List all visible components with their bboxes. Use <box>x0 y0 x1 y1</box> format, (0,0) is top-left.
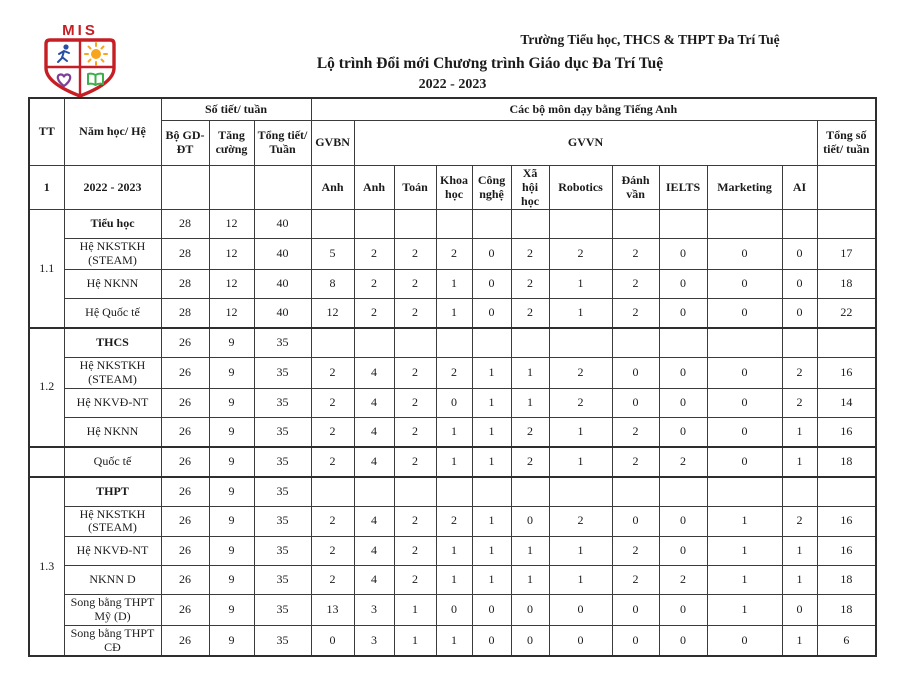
value-cell: 2 <box>612 298 659 328</box>
row-label: Hệ NKNN <box>64 269 161 298</box>
row-label: Hệ NKSTKH (STEAM) <box>64 506 161 537</box>
empty-cell <box>209 166 254 210</box>
value-cell: 2 <box>311 537 354 566</box>
value-cell: 16 <box>817 506 876 537</box>
table-row <box>29 239 876 270</box>
value-cell: 1 <box>472 506 511 537</box>
value-cell: 5 <box>311 239 354 270</box>
table-row <box>29 357 876 388</box>
value-cell: 0 <box>659 239 707 270</box>
value-cell: 2 <box>549 239 612 270</box>
value-cell: 1 <box>707 566 782 595</box>
row-label: THCS <box>64 328 161 358</box>
value-cell: 2 <box>436 506 472 537</box>
value-cell: 0 <box>659 625 707 656</box>
value-cell: 2 <box>311 506 354 537</box>
value-cell <box>782 210 817 239</box>
table-row <box>29 328 876 358</box>
subject-anh: Anh <box>354 166 394 210</box>
section-tt <box>29 447 64 477</box>
value-cell: 9 <box>209 566 254 595</box>
value-cell: 4 <box>354 417 394 447</box>
value-cell: 9 <box>209 417 254 447</box>
value-cell: 0 <box>549 625 612 656</box>
value-cell: 0 <box>472 625 511 656</box>
value-cell: 1 <box>472 388 511 417</box>
value-cell: 2 <box>782 357 817 388</box>
value-cell <box>782 477 817 507</box>
value-cell: 16 <box>817 537 876 566</box>
value-cell <box>782 328 817 358</box>
value-cell: 2 <box>394 566 436 595</box>
subject-xa-hoi-hoc: Xã hội học <box>511 166 549 210</box>
value-cell: 28 <box>161 210 209 239</box>
value-cell <box>436 210 472 239</box>
value-cell: 2 <box>311 417 354 447</box>
value-cell: 2 <box>549 357 612 388</box>
value-cell <box>612 477 659 507</box>
value-cell: 0 <box>782 239 817 270</box>
value-cell: 35 <box>254 357 311 388</box>
curriculum-table <box>28 97 877 657</box>
value-cell: 26 <box>161 357 209 388</box>
value-cell: 1 <box>782 417 817 447</box>
value-cell: 1 <box>472 417 511 447</box>
value-cell: 2 <box>659 447 707 477</box>
value-cell: 4 <box>354 506 394 537</box>
value-cell: 26 <box>161 477 209 507</box>
logo-mis-text: MIS <box>62 22 98 39</box>
value-cell: 2 <box>394 269 436 298</box>
value-cell: 2 <box>394 447 436 477</box>
value-cell: 14 <box>817 388 876 417</box>
value-cell: 26 <box>161 417 209 447</box>
value-cell: 9 <box>209 357 254 388</box>
value-cell: 1 <box>707 506 782 537</box>
value-cell: 9 <box>209 595 254 626</box>
value-cell: 0 <box>511 625 549 656</box>
value-cell: 16 <box>817 357 876 388</box>
value-cell: 2 <box>436 357 472 388</box>
value-cell: 6 <box>817 625 876 656</box>
value-cell: 0 <box>659 269 707 298</box>
table-row <box>29 595 876 626</box>
value-cell: 35 <box>254 566 311 595</box>
value-cell: 0 <box>659 357 707 388</box>
section-tt: 1.1 <box>29 210 64 328</box>
value-cell <box>817 328 876 358</box>
value-cell <box>817 477 876 507</box>
empty-cell <box>254 166 311 210</box>
value-cell: 0 <box>707 298 782 328</box>
value-cell <box>354 328 394 358</box>
value-cell: 9 <box>209 506 254 537</box>
header-row-3 <box>29 166 876 210</box>
value-cell: 0 <box>659 537 707 566</box>
value-cell <box>472 477 511 507</box>
value-cell: 2 <box>549 388 612 417</box>
subject-danh-van: Đánh vần <box>612 166 659 210</box>
value-cell: 0 <box>436 388 472 417</box>
value-cell: 9 <box>209 447 254 477</box>
value-cell: 1 <box>549 269 612 298</box>
table-row <box>29 210 876 239</box>
value-cell <box>311 477 354 507</box>
value-cell: 2 <box>354 269 394 298</box>
value-cell <box>659 210 707 239</box>
value-cell: 35 <box>254 595 311 626</box>
value-cell: 2 <box>394 357 436 388</box>
value-cell: 2 <box>354 298 394 328</box>
value-cell: 0 <box>511 506 549 537</box>
value-cell: 0 <box>659 506 707 537</box>
value-cell: 0 <box>782 298 817 328</box>
value-cell <box>311 210 354 239</box>
value-cell: 1 <box>436 298 472 328</box>
value-cell: 2 <box>659 566 707 595</box>
value-cell: 0 <box>612 625 659 656</box>
value-cell: 1 <box>472 537 511 566</box>
value-cell: 26 <box>161 447 209 477</box>
value-cell: 2 <box>612 269 659 298</box>
row-label: Hệ NKVĐ-NT <box>64 537 161 566</box>
value-cell <box>612 328 659 358</box>
value-cell: 2 <box>436 239 472 270</box>
value-cell: 2 <box>782 388 817 417</box>
value-cell: 0 <box>707 625 782 656</box>
value-cell: 1 <box>549 447 612 477</box>
value-cell: 2 <box>511 298 549 328</box>
header-nam-hoc: Năm học/ Hệ <box>64 98 161 166</box>
table-row <box>29 537 876 566</box>
value-cell: 1 <box>782 566 817 595</box>
value-cell: 1 <box>511 388 549 417</box>
value-cell <box>549 210 612 239</box>
value-cell: 26 <box>161 625 209 656</box>
subject-marketing: Marketing <box>707 166 782 210</box>
subject-khoa-hoc: Khoa học <box>436 166 472 210</box>
value-cell: 35 <box>254 388 311 417</box>
value-cell: 1 <box>394 595 436 626</box>
table-row <box>29 417 876 447</box>
row-label: Hệ NKSTKH (STEAM) <box>64 357 161 388</box>
value-cell: 0 <box>707 357 782 388</box>
row-label: Hệ NKNN <box>64 417 161 447</box>
value-cell: 1 <box>549 298 612 328</box>
value-cell: 0 <box>311 625 354 656</box>
value-cell: 8 <box>311 269 354 298</box>
table-row <box>29 269 876 298</box>
value-cell: 35 <box>254 477 311 507</box>
table-row <box>29 506 876 537</box>
table-row <box>29 566 876 595</box>
section-tt: 1.2 <box>29 328 64 447</box>
value-cell <box>436 477 472 507</box>
value-cell: 1 <box>436 447 472 477</box>
value-cell: 12 <box>209 239 254 270</box>
value-cell: 0 <box>659 388 707 417</box>
value-cell: 2 <box>612 447 659 477</box>
value-cell: 2 <box>549 506 612 537</box>
value-cell: 1 <box>436 625 472 656</box>
value-cell: 2 <box>612 417 659 447</box>
value-cell: 40 <box>254 210 311 239</box>
value-cell: 28 <box>161 239 209 270</box>
school-name: Trường Tiểu học, THCS & THPT Đa Trí Tuệ <box>520 32 780 47</box>
value-cell: 18 <box>817 595 876 626</box>
value-cell <box>311 328 354 358</box>
subject-toan: Toán <box>394 166 436 210</box>
value-cell: 2 <box>311 447 354 477</box>
value-cell: 1 <box>472 566 511 595</box>
value-cell: 12 <box>311 298 354 328</box>
value-cell: 26 <box>161 537 209 566</box>
value-cell: 40 <box>254 269 311 298</box>
value-cell <box>472 328 511 358</box>
empty-cell <box>161 166 209 210</box>
row-label: Hệ NKVĐ-NT <box>64 388 161 417</box>
value-cell <box>549 477 612 507</box>
value-cell: 4 <box>354 537 394 566</box>
value-cell: 26 <box>161 328 209 358</box>
row-label: Song bằng THPT CĐ <box>64 625 161 656</box>
value-cell <box>707 328 782 358</box>
value-cell: 26 <box>161 388 209 417</box>
value-cell: 2 <box>394 388 436 417</box>
value-cell: 0 <box>472 298 511 328</box>
subject-cong-nghe: Công nghệ <box>472 166 511 210</box>
value-cell <box>612 210 659 239</box>
value-cell: 0 <box>782 595 817 626</box>
value-cell: 1 <box>782 447 817 477</box>
value-cell: 2 <box>311 357 354 388</box>
value-cell <box>817 210 876 239</box>
value-cell: 0 <box>707 388 782 417</box>
row-label: Hệ NKSTKH (STEAM) <box>64 239 161 270</box>
value-cell: 22 <box>817 298 876 328</box>
subject-robotics: Robotics <box>549 166 612 210</box>
value-cell: 1 <box>549 417 612 447</box>
value-cell: 2 <box>511 417 549 447</box>
value-cell: 4 <box>354 447 394 477</box>
value-cell: 0 <box>707 239 782 270</box>
row-label: Tiểu học <box>64 210 161 239</box>
header-cac-bo-mon: Các bộ môn dạy bằng Tiếng Anh <box>311 98 876 121</box>
row-label: THPT <box>64 477 161 507</box>
value-cell: 4 <box>354 388 394 417</box>
value-cell <box>659 328 707 358</box>
value-cell: 1 <box>549 537 612 566</box>
value-cell: 35 <box>254 447 311 477</box>
empty-cell <box>817 166 876 210</box>
header-so-tiet-tuan: Số tiết/ tuần <box>161 98 311 121</box>
value-cell: 35 <box>254 417 311 447</box>
value-cell: 9 <box>209 328 254 358</box>
table-row <box>29 625 876 656</box>
value-cell: 1 <box>511 357 549 388</box>
section-tt: 1.3 <box>29 477 64 657</box>
value-cell: 2 <box>311 388 354 417</box>
value-cell: 1 <box>707 537 782 566</box>
value-cell: 1 <box>394 625 436 656</box>
table-row <box>29 477 876 507</box>
header-row3-tt: 1 <box>29 166 64 210</box>
value-cell: 12 <box>209 210 254 239</box>
value-cell <box>659 477 707 507</box>
value-cell: 2 <box>394 537 436 566</box>
value-cell: 1 <box>472 447 511 477</box>
header-tong-so-tiet-tuan: Tổng số tiết/ tuần <box>817 121 876 166</box>
value-cell: 12 <box>209 269 254 298</box>
value-cell: 2 <box>394 239 436 270</box>
value-cell: 0 <box>472 239 511 270</box>
value-cell <box>354 210 394 239</box>
header-gvvn: GVVN <box>354 121 817 166</box>
value-cell: 0 <box>659 417 707 447</box>
value-cell: 26 <box>161 566 209 595</box>
value-cell: 2 <box>394 506 436 537</box>
value-cell: 0 <box>612 388 659 417</box>
value-cell: 1 <box>511 537 549 566</box>
value-cell: 0 <box>659 595 707 626</box>
table-row <box>29 298 876 328</box>
row-label: Quốc tế <box>64 447 161 477</box>
value-cell <box>549 328 612 358</box>
value-cell: 18 <box>817 566 876 595</box>
value-cell: 17 <box>817 239 876 270</box>
header-tt: TT <box>29 98 64 166</box>
header-bo-gd-dt: Bộ GD-ĐT <box>161 121 209 166</box>
subject-ielts: IELTS <box>659 166 707 210</box>
value-cell: 2 <box>511 239 549 270</box>
page-title: Lộ trình Đổi mới Chương trình Giáo dục Đa Trí Tuệ <box>316 55 664 72</box>
value-cell: 0 <box>472 269 511 298</box>
value-cell: 2 <box>612 537 659 566</box>
value-cell: 0 <box>707 417 782 447</box>
value-cell: 4 <box>354 566 394 595</box>
value-cell: 9 <box>209 537 254 566</box>
value-cell: 2 <box>511 447 549 477</box>
header-tong-tiet-tuan: Tổng tiết/ Tuần <box>254 121 311 166</box>
value-cell <box>511 477 549 507</box>
value-cell: 18 <box>817 447 876 477</box>
value-cell: 0 <box>472 595 511 626</box>
value-cell <box>511 328 549 358</box>
value-cell: 0 <box>782 269 817 298</box>
subject-anh-gvbn: Anh <box>311 166 354 210</box>
subject-ai: AI <box>782 166 817 210</box>
value-cell: 40 <box>254 298 311 328</box>
header-tang-cuong: Tăng cường <box>209 121 254 166</box>
value-cell: 0 <box>549 595 612 626</box>
curriculum-table-wrap <box>28 97 877 657</box>
header-gvbn: GVBN <box>311 121 354 166</box>
table-row <box>29 388 876 417</box>
value-cell: 1 <box>436 566 472 595</box>
value-cell: 1 <box>782 537 817 566</box>
value-cell: 2 <box>394 298 436 328</box>
row-label: Hệ Quốc tế <box>64 298 161 328</box>
value-cell: 18 <box>817 269 876 298</box>
value-cell <box>394 328 436 358</box>
value-cell: 1 <box>782 625 817 656</box>
value-cell: 4 <box>354 357 394 388</box>
value-cell <box>707 210 782 239</box>
value-cell: 13 <box>311 595 354 626</box>
header-row3-nam-hoc: 2022 - 2023 <box>64 166 161 210</box>
value-cell: 35 <box>254 537 311 566</box>
value-cell: 1 <box>472 357 511 388</box>
value-cell: 9 <box>209 388 254 417</box>
value-cell: 1 <box>549 566 612 595</box>
value-cell: 16 <box>817 417 876 447</box>
value-cell: 1 <box>436 417 472 447</box>
value-cell <box>472 210 511 239</box>
value-cell: 2 <box>354 239 394 270</box>
value-cell: 3 <box>354 595 394 626</box>
value-cell: 1 <box>511 566 549 595</box>
value-cell: 2 <box>311 566 354 595</box>
value-cell: 26 <box>161 506 209 537</box>
value-cell <box>436 328 472 358</box>
row-label: Song bằng THPT Mỹ (D) <box>64 595 161 626</box>
value-cell: 3 <box>354 625 394 656</box>
value-cell <box>354 477 394 507</box>
value-cell <box>394 210 436 239</box>
value-cell: 9 <box>209 477 254 507</box>
value-cell: 26 <box>161 595 209 626</box>
value-cell: 1 <box>436 537 472 566</box>
value-cell: 0 <box>707 447 782 477</box>
value-cell <box>394 477 436 507</box>
value-cell: 2 <box>612 239 659 270</box>
value-cell <box>511 210 549 239</box>
value-cell: 12 <box>209 298 254 328</box>
value-cell: 2 <box>394 417 436 447</box>
value-cell: 0 <box>436 595 472 626</box>
value-cell: 0 <box>511 595 549 626</box>
value-cell: 9 <box>209 625 254 656</box>
value-cell: 0 <box>612 595 659 626</box>
value-cell: 2 <box>782 506 817 537</box>
value-cell: 35 <box>254 506 311 537</box>
value-cell: 0 <box>659 298 707 328</box>
value-cell: 28 <box>161 298 209 328</box>
value-cell: 0 <box>612 506 659 537</box>
value-cell: 1 <box>436 269 472 298</box>
value-cell: 28 <box>161 269 209 298</box>
header-row-1 <box>29 98 876 121</box>
value-cell: 2 <box>612 566 659 595</box>
value-cell: 0 <box>707 269 782 298</box>
value-cell: 40 <box>254 239 311 270</box>
value-cell: 2 <box>511 269 549 298</box>
value-cell: 35 <box>254 328 311 358</box>
table-body <box>29 210 876 656</box>
table-row <box>29 447 876 477</box>
row-label: NKNN D <box>64 566 161 595</box>
value-cell: 35 <box>254 625 311 656</box>
year-subtitle: 2022 - 2023 <box>418 77 487 92</box>
value-cell: 1 <box>707 595 782 626</box>
value-cell: 0 <box>612 357 659 388</box>
value-cell <box>707 477 782 507</box>
